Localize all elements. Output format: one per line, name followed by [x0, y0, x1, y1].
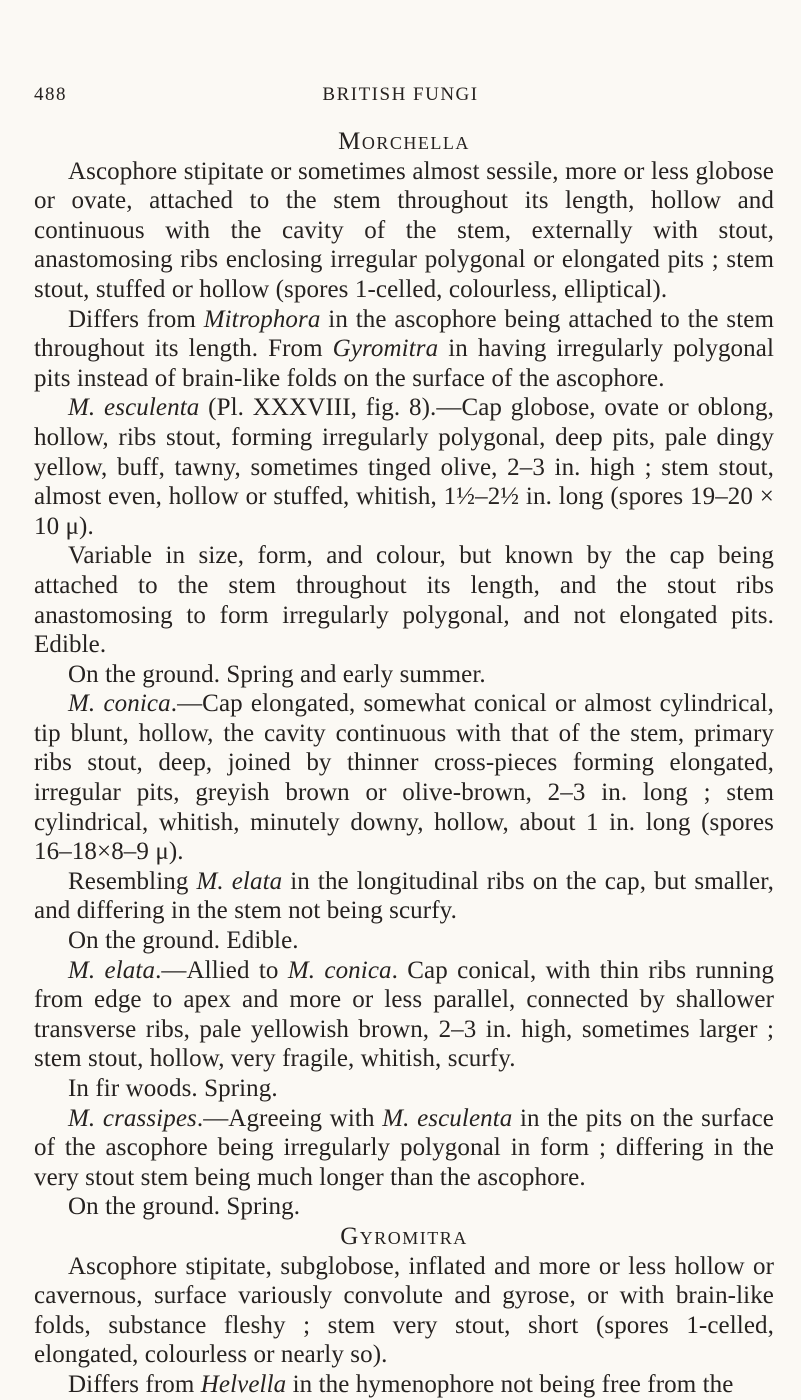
species-name: M. elata	[196, 867, 283, 895]
text: Resembling	[68, 867, 197, 895]
text: –2	[475, 483, 501, 511]
text: in. long (spores 19–20 × 10 μ).	[34, 483, 774, 540]
genus-name: Helvella	[200, 1370, 287, 1398]
species-name: M. elata	[68, 956, 156, 984]
text: . Cap conical, with thin ribs running from edge to apex and more or less parallel, connected by shallower transverse ribs, pale yellowish brown, 2–3 in. high, sometimes larger ; stem stout, hollow, very fragile, whitish, scurfy.	[34, 956, 775, 1073]
species-entry-elata	[34, 956, 774, 1074]
species-name: M. conica	[68, 690, 171, 718]
habitat-note: On the ground. Spring and early summer.	[68, 660, 486, 688]
habitat-note: In fir woods. Spring.	[68, 1075, 278, 1102]
text: Differs from	[68, 305, 204, 333]
text: in the hymenophore not being free from the	[286, 1370, 734, 1398]
running-title: BRITISH FUNGI	[322, 84, 479, 105]
page-body	[34, 127, 774, 1400]
species-name: M. esculenta	[68, 394, 200, 422]
paragraph	[34, 1370, 774, 1400]
habitat-note: On the ground. Edible.	[68, 927, 299, 955]
text: .—Cap elongated, somewhat conical or almost cylindrical, tip blunt, hollow, the cavity continuous with that of the stem, primary ribs stout, deep, joined by thinner cross-pieces forming elongated, irregular pits, greyish brown or olive-brown, 2–3 in. long ; stem cylindrical, whitish, minutely downy, hollow, about 1 in. long (spores 16–18×8–9 μ).	[34, 690, 775, 866]
text: Differs from	[68, 1370, 201, 1398]
paragraph	[34, 867, 774, 926]
paragraph: Ascophore stipitate, subglobose, inflated and more or less hollow or cavernous, surface variously convolute and gyrose, or with brain-like folds, substance fleshy ; stem very stout, short (spores 1-celled, elongated, colourless or nearly so).	[34, 1252, 774, 1369]
text: .—Allied to	[155, 956, 288, 984]
section-heading-morchella: Morchella	[338, 128, 470, 155]
text: in having irregularly polygonal pits instead of brain-like folds on the surface of the ascophore.	[34, 335, 774, 392]
page-number: 488	[34, 84, 67, 105]
genus-name: Gyromitra	[332, 335, 439, 363]
text: in the ascophore being attached to the stem throughout its length. From	[34, 305, 774, 363]
text: (Pl. XXXVIII, fig. 8).—Cap globose, ovate or oblong, hollow, ribs stout, forming irregularly polygonal, deep pits, pale dingy yellow, buff, tawny, sometimes tinged olive, 2–3 in. high ; stem stout, almost even, hollow or stuffed, whitish, 1	[34, 394, 775, 511]
species-name: M. conica	[287, 956, 392, 984]
paragraph: Variable in size, form, and colour, but known by the cap being attached to the stem throughout its length, and the stout ribs anastomosing to form irregularly polygonal, and not elongated pits. Edible.	[34, 542, 774, 659]
section-heading-gyromitra: Gyromitra	[340, 1222, 468, 1250]
species-entry-conica	[34, 689, 774, 867]
text: in the pits on the surface of the ascophore being irregularly polygonal in form ; differing in the very stout stem being much longer than the ascophore.	[34, 1104, 774, 1191]
species-entry-esculenta	[34, 393, 774, 541]
genus-name: Mitrophora	[203, 305, 321, 333]
habitat-note: On the ground. Spring.	[68, 1193, 301, 1221]
text: .—Agreeing with	[196, 1104, 383, 1132]
paragraph	[34, 305, 774, 394]
running-head	[0, 84, 801, 114]
fraction: ½	[500, 483, 520, 511]
species-entry-crassipes	[34, 1104, 774, 1193]
species-name: M. esculenta	[382, 1104, 513, 1132]
text: in the longitudinal ribs on the cap, but smaller, and differing in the stem not being scurfy.	[34, 867, 774, 925]
species-name: M. crassipes	[68, 1104, 197, 1132]
paragraph: Ascophore stipitate or sometimes almost sessile, more or less globose or ovate, attached to the stem throughout its length, hollow and continuous with the cavity of the stem, externally with stout, anastomosing ribs enclosing irregular polygonal or elongated pits ; stem stout, stuffed or hollow (spores 1-celled, colourless, elliptical).	[34, 157, 774, 303]
fraction: ½	[456, 483, 476, 511]
